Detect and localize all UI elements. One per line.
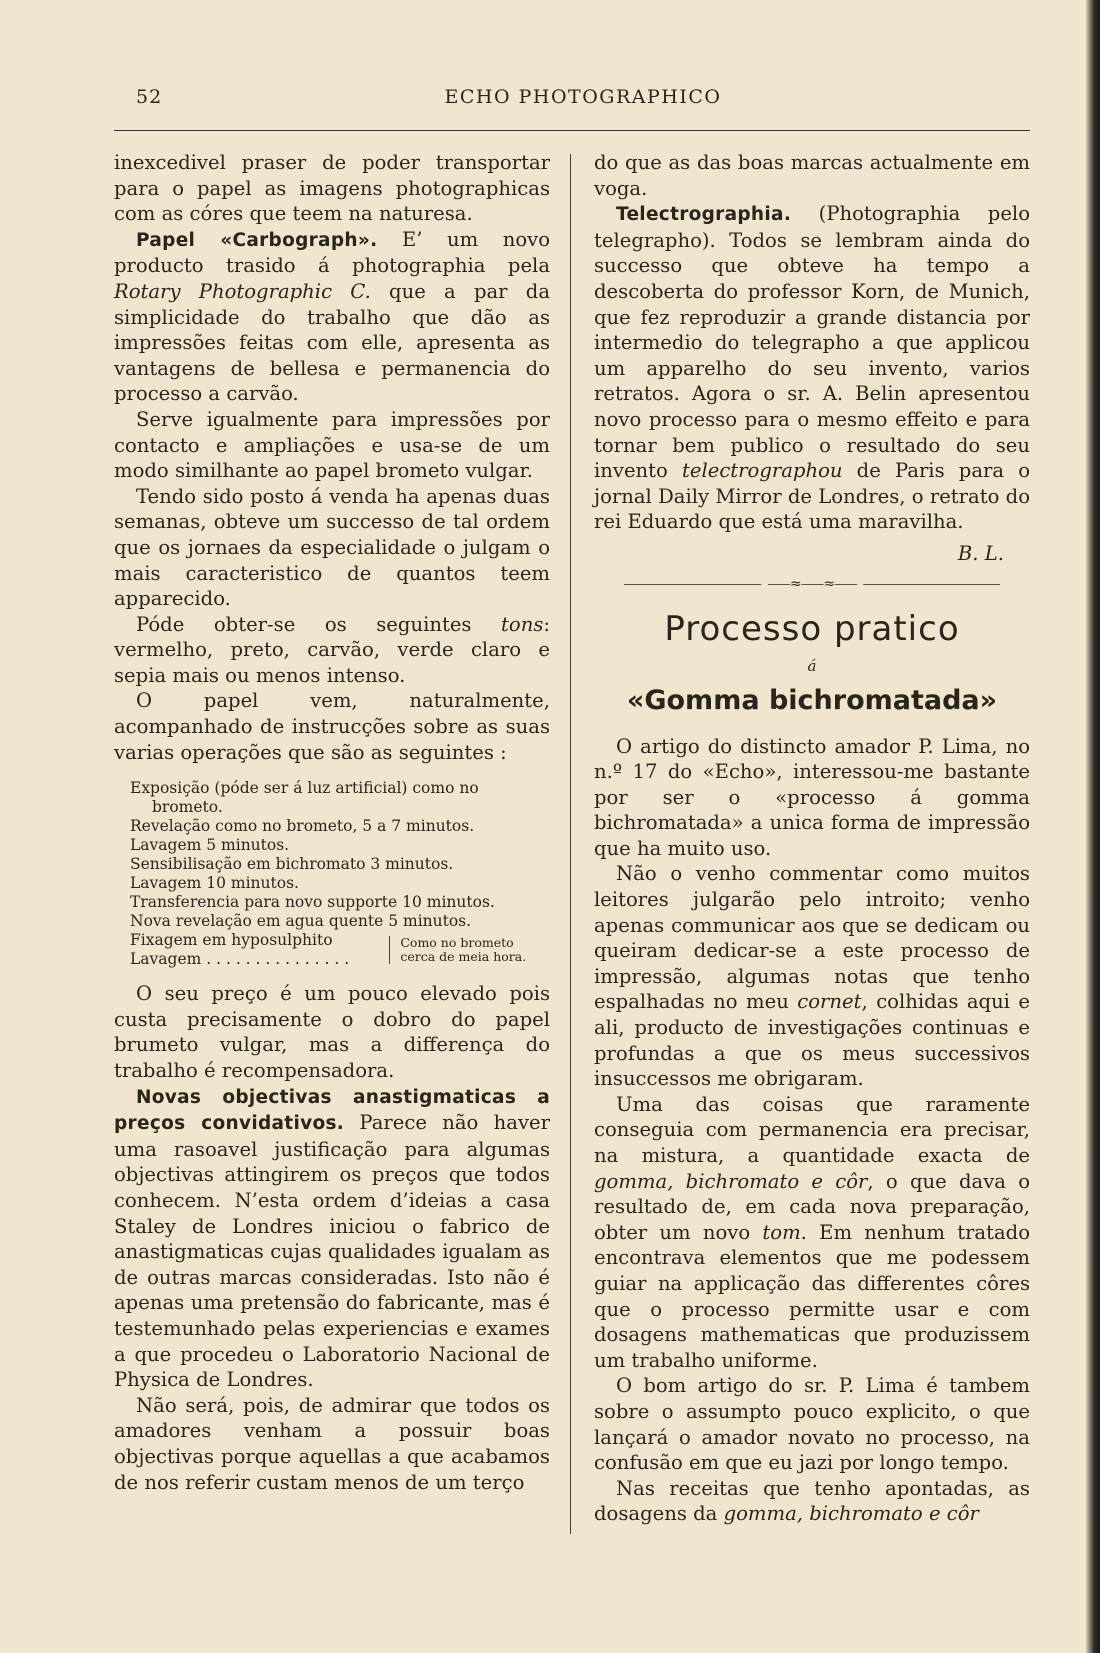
text: de Paris para o jornal Daily Mirror de Londres, o retrato do rei Eduardo que está uma maravilha. — [594, 459, 1030, 534]
divider-ornament: ⸺≈⸺≈⸺ — [761, 573, 863, 593]
paragraph: O seu preço é um pouco elevado pois custa precisamente o dobro do papel brumeto vulgar, mas a differença do trabalho é recompensadora. — [114, 982, 550, 1083]
operation-line: Lavagem . . . . . . . . . . . . . . . — [130, 950, 350, 969]
right-column — [594, 150, 1030, 1527]
text: Nas receitas que tenho apontadas, as dosagens da — [594, 1476, 1030, 1526]
article-connector: á — [807, 656, 817, 675]
paragraph-receitas — [594, 1476, 1030, 1527]
emphasis: gomma, bichromato e côr — [594, 1169, 868, 1193]
text: Não o venho commentar como muitos leitores julgarão pelo introito; venho apenas communicar aos que se dedicam ou queiram dedicar-se a este processo de impressão, algumas notas que tenho espalhadas no meu — [594, 862, 1030, 1014]
text: Parece não haver uma rasoavel justificação para algumas objectivas attingirem os preços que todos conhecem. N’esta ordem d’ideias a casa Staley de Londres iniciou o fabrico de anastigmaticas cujas qualidades igualam as de outras marcas consideradas. Isto não é apenas uma pretensão do fabricante, mas é testemunhado pelas experiencias e exames a que procedeu o Laboratorio Nacional de Physica de Londres. — [114, 1111, 550, 1392]
article-subtitle: «Gomma bichromatada» — [626, 684, 998, 716]
paragraph: Não será, pois, de admirar que todos os amadores venham a possuir boas objectivas porque aquellas a que acabamos de nos referir custam menos de um terço — [114, 1393, 550, 1494]
paragraph: O bom artigo do sr. P. Lima é tambem sobre o assumpto pouco explicito, o que lançará o amador novato no processo, na confusão em que eu jazi por longo tempo. — [594, 1374, 1030, 1475]
page-header — [136, 86, 1030, 116]
paragraph-cornet — [594, 861, 1030, 1091]
paragraph: do que as das boas marcas actualmente em voga. — [594, 151, 1030, 200]
operation-line: Revelação como no brometo, 5 a 7 minutos. — [130, 817, 475, 836]
text: , colhidas aqui e ali, producto de investigações continuas e profundas a que os meus successivos insuccessos me obrigaram. — [594, 990, 1030, 1091]
text: , o que dava o resultado de, em cada nova preparação, obter um novo — [594, 1169, 1031, 1244]
emphasis: tom — [762, 1220, 801, 1244]
emphasis: Rotary Photographic C. — [114, 279, 371, 303]
operations-table — [114, 779, 550, 969]
paragraph-gomma — [594, 1092, 1030, 1374]
paragraph-telectrographia — [594, 201, 1030, 535]
emphasis: gomma, bichromato e côr — [723, 1502, 979, 1526]
paragraph: O artigo do distincto amador P. Lima, no n.º 17 do «Echo», interessou-me bastante por ser o «processo á gomma bichromatada» a unica forma de impressão que ha muito uso. — [594, 734, 1030, 860]
operation-line: Exposição (póde ser á luz artificial) como no brometo. — [130, 779, 479, 817]
ornamental-divider — [594, 573, 1030, 595]
page-number: 52 — [136, 86, 163, 108]
text: (Photographia pelo telegrapho). Todos se lembram ainda do successo que obteve ha tempo a descoberta do professor Korn, de Munich, que fez reproduzir a grande distancia por intermedio do telegrapho a que applicou um apparelho do seu invento, varios retratos. Agora o sr. A. Belin apresentou novo processo para o mesmo effeito e para tornar bem publico o resultado do seu invento — [594, 202, 1030, 483]
header-rule — [114, 130, 1030, 131]
text: Uma das coisas que raramente conseguia com permanencia era precisar, na mistura, a quantidade exacta de — [594, 1092, 1030, 1167]
section-lead: Novas objectivas anastigmaticas a preços convidativos. — [114, 1086, 550, 1135]
text: . Em nenhum tratado encontrava elementos que me podessem guiar na applicação das differentes côres que o processo permitte usar e com dosagens mathematicas que produzissem um trabalho uniforme. — [594, 1220, 1031, 1372]
section-lead: Telectrographia. — [616, 204, 792, 226]
paragraph: Serve igualmente para impressões por contacto e ampliações e usa-se de um modo similhante ao papel brometo vulgar. — [114, 407, 550, 483]
paragraph: Tendo sido posto á venda ha apenas duas semanas, obteve um successo de tal ordem que os jornaes da especialidade o julgam o mais caracteristico de quantos teem apparecido. — [114, 484, 550, 611]
operation-line: Nova revelação em agua quente 5 minutos. — [130, 912, 472, 931]
text: que a par da simplicidade do trabalho que dão as impressões feitas com elle, apresenta as vantagens de bellesa e permanencia do processo a carvão. — [114, 279, 550, 406]
operation-line: Lavagem 5 minutos. — [130, 836, 290, 855]
article-title: Processo pratico — [664, 608, 960, 649]
operation-group — [114, 931, 550, 969]
text: E’ um novo producto trasido á photographia pela — [114, 227, 550, 278]
emphasis: tons — [501, 612, 544, 636]
paragraph-tons — [114, 612, 550, 689]
column-divider — [570, 154, 571, 1534]
signature: B. L. — [957, 541, 1004, 565]
paragraph: inexcedivel praser de poder transportar para o papel as imagens photographicas com as córes que teem na naturesa. — [114, 151, 550, 226]
emphasis: telectrographou — [682, 459, 843, 483]
left-column — [114, 150, 550, 1495]
page-edge-shadow — [1086, 0, 1100, 1653]
paragraph: O papel vem, naturalmente, acompanhado de instrucções sobre as suas varias operações que são as seguintes : — [114, 689, 550, 764]
operation-line: Lavagem 10 minutos. — [130, 874, 299, 893]
operation-line: Fixagem em hyposulphito — [130, 931, 333, 950]
operation-group-left — [130, 931, 389, 969]
text: Póde obter-se os seguintes — [136, 612, 502, 636]
operation-note: Como no brometo cerca de meia hora. — [389, 936, 550, 964]
running-title: ECHO PHOTOGRAPHICO — [444, 86, 722, 108]
text: : vermelho, preto, carvão, verde claro e sepia mais ou menos intenso. — [114, 612, 550, 687]
emphasis: cornet — [797, 990, 862, 1014]
operation-line: Sensibilisação em bichromato 3 minutos. — [130, 855, 454, 874]
operation-line: Transferencia para novo supporte 10 minutos. — [130, 893, 495, 912]
section-lead: Papel «Carbograph». — [136, 229, 378, 251]
paragraph-objectivas — [114, 1084, 550, 1393]
paragraph-carbograph — [114, 227, 550, 407]
